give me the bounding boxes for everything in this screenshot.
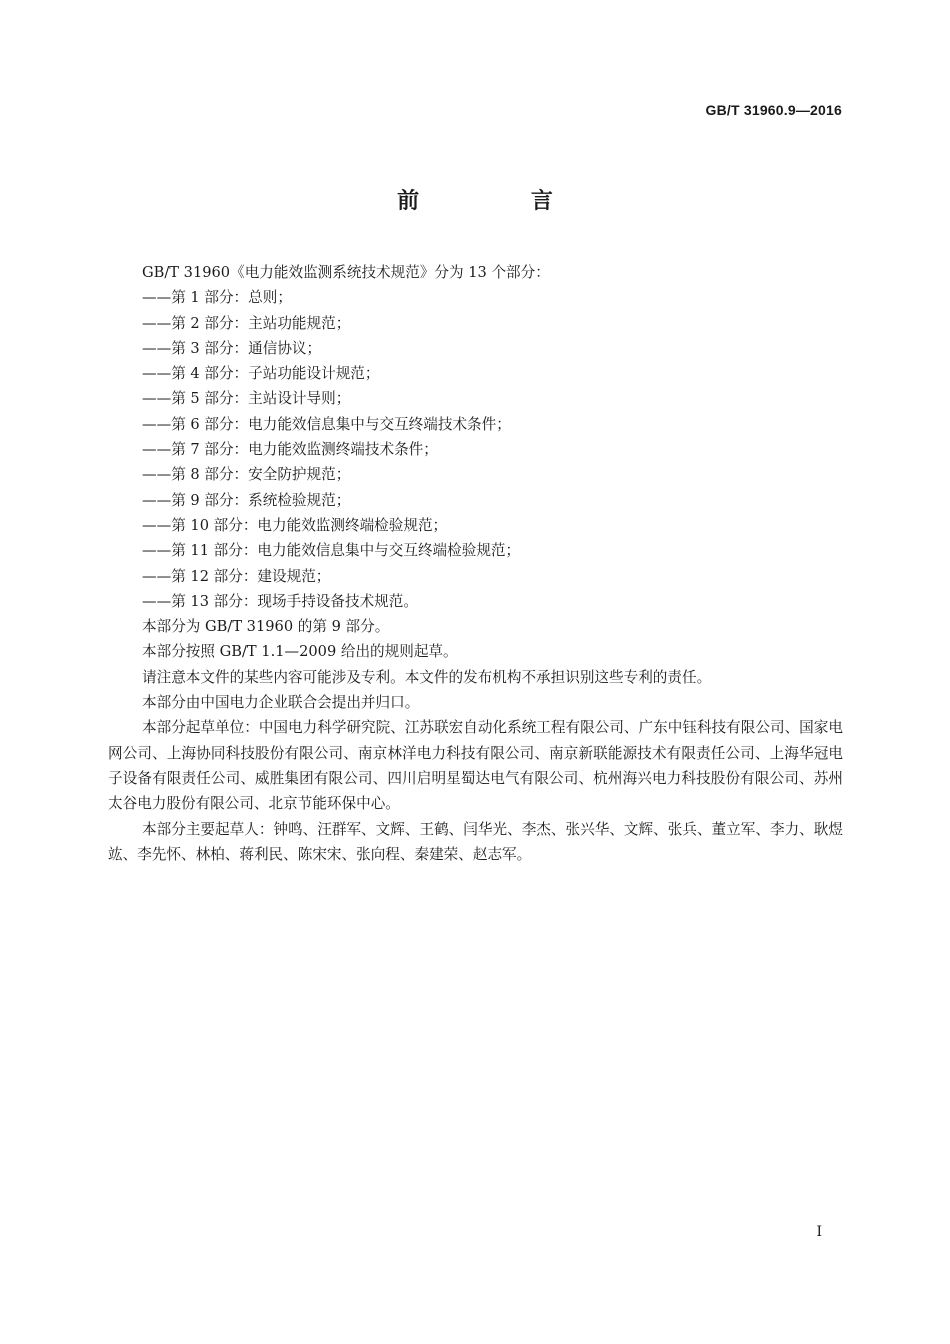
foreword-body (108, 260, 843, 867)
statement-patent-notice: 请注意本文件的某些内容可能涉及专利。本文件的发布机构不承担识别这些专利的责任。 (142, 668, 712, 686)
standard-number: GB/T 31960.9—2016 (705, 102, 842, 118)
drafting-units-paragraph: 本部分起草单位：中国电力科学研究院、江苏联宏自动化系统工程有限公司、广东中钰科技有限公司、国家电网公司、上海协同科技股份有限公司、南京林洋电力科技有限公司、南京新联能源技术有限责任公司、上海华冠电子设备有限责任公司、威胜集团有限公司、四川启明星蜀达电气有限公司、杭州海兴电力科技股份有限公司、苏州太谷电力股份有限公司、北京节能环保中心。 (108, 719, 843, 813)
list-item: ——第 12 部分：建设规范； (142, 567, 331, 585)
list-item: ——第 9 部分：系统检验规范； (142, 491, 351, 509)
intro-paragraph: GB/T 31960《电力能效监测系统技术规范》分为 13 个部分： (142, 264, 550, 281)
list-item: ——第 11 部分：电力能效信息集中与交互终端检验规范； (142, 542, 521, 560)
list-item: ——第 10 部分：电力能效监测终端检验规范； (142, 516, 448, 534)
list-item: ——第 13 部分：现场手持设备技术规范。 (142, 592, 418, 610)
list-item: ——第 5 部分：主站设计导则； (142, 390, 351, 408)
list-item: ——第 6 部分：电力能效信息集中与交互终端技术条件； (142, 415, 511, 433)
list-item: ——第 4 部分：子站功能设计规范； (142, 365, 380, 383)
parts-list (108, 285, 843, 614)
list-item: ——第 1 部分：总则； (142, 289, 292, 307)
list-item: ——第 2 部分：主站功能规范； (142, 314, 351, 332)
list-item: ——第 3 部分：通信协议； (142, 339, 322, 357)
statement-drafting-rules: 本部分按照 GB/T 1.1—2009 给出的规则起草。 (142, 643, 458, 661)
drafters-paragraph: 本部分主要起草人：钟鸣、汪群军、文辉、王鹤、闫华光、李杰、张兴华、文辉、张兵、董立军、李力、耿煜竑、李先怀、林柏、蒋利民、陈宋宋、张向程、秦建荣、赵志军。 (108, 820, 843, 863)
list-item: ——第 7 部分：电力能效监测终端技术条件； (142, 441, 438, 459)
list-item: ——第 8 部分：安全防护规范； (142, 466, 351, 484)
statement-part-number: 本部分为 GB/T 31960 的第 9 部分。 (142, 618, 390, 636)
page-title: 前 言 (397, 189, 605, 214)
page-number: I (816, 1224, 822, 1240)
statement-proposer: 本部分由中国电力企业联合会提出并归口。 (142, 694, 420, 712)
